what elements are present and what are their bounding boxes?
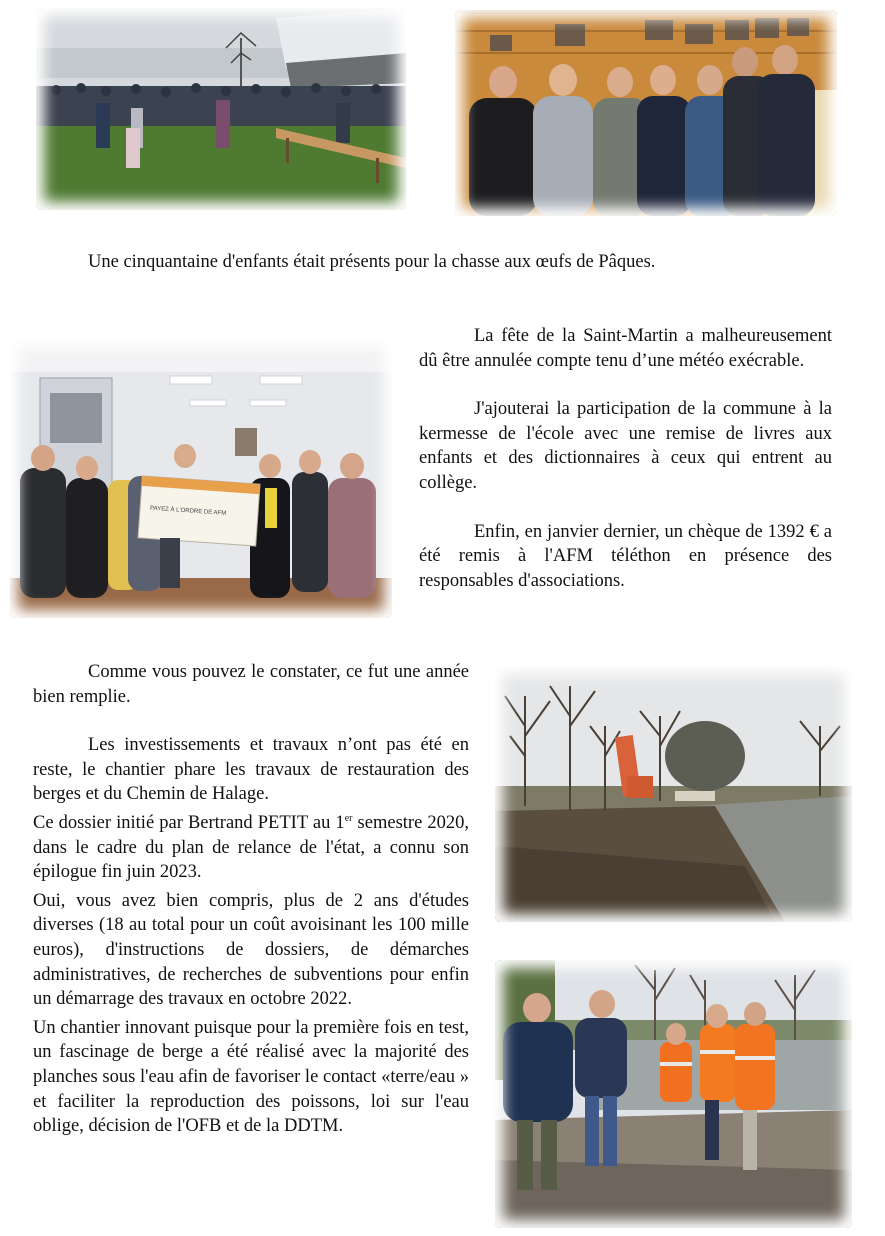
studies-paragraph: Oui, vous avez bien compris, plus de 2 ans d'études diverses (18 au total pour un coût avoisinant les 100 mille euros), d'instructions de dossiers, de démarches administratives, de recherches de subventions pour enfin un démarrage des travaux en octobre 2022. bbox=[33, 890, 469, 1010]
innovative-site-paragraph: Un chantier innovant puisque pour la première fois en test, un fascinage de berge a été réalisé avec la majorité des planches sous l'eau afin de favoriser le contact «terre/eau » et faciliter la reproduction des poissons, loi sur l'eau oblige, décision de l'OFB et de la DDTM. bbox=[33, 1017, 469, 1137]
ordinal-superscript: er bbox=[344, 812, 353, 824]
telethon-paragraph: Enfin, en janvier dernier, un chèque de 1392 € a été remis à l'AFM téléthon en présence des responsables d'associations. bbox=[419, 521, 832, 591]
photo-cheque-presentation bbox=[10, 338, 392, 618]
cheque-label: PAYEZ À L'ORDRE DE AFM bbox=[149, 505, 227, 517]
dossier-text-after: semestre 2020, dans le cadre du plan de relance de l'état, a connu son épilogue fin juin 2023. bbox=[33, 812, 469, 883]
right-column-text bbox=[419, 324, 832, 593]
photo-site-visit bbox=[495, 960, 852, 1228]
photo-easter-crowd bbox=[36, 8, 406, 210]
dossier-text-before: Ce dossier initié par Bertrand PETIT au 1 bbox=[33, 812, 345, 833]
busy-year-paragraph: Comme vous pouvez le constater, ce fut une année bien remplie. bbox=[33, 662, 469, 707]
photo-riverbank-works bbox=[495, 666, 852, 922]
photo-group-hall bbox=[455, 10, 837, 216]
dossier-paragraph bbox=[33, 811, 469, 885]
caption-easter-hunt: Une cinquantaine d'enfants était présents pour la chasse aux œufs de Pâques. bbox=[88, 252, 656, 272]
investments-paragraph: Les investissements et travaux n’ont pas été en reste, le chantier phare les travaux de restauration des berges et du Chemin de Halage. bbox=[33, 735, 469, 805]
left-column-text bbox=[33, 660, 469, 1139]
kermesse-paragraph: J'ajouterai la participation de la commune à la kermesse de l'école avec une remise de livres aux enfants et des dictionnaires à ceux qui entrent au collège. bbox=[419, 399, 832, 493]
saint-martin-paragraph: La fête de la Saint-Martin a malheureusement dû être annulée compte tenu d’une météo exécrable. bbox=[419, 326, 832, 371]
